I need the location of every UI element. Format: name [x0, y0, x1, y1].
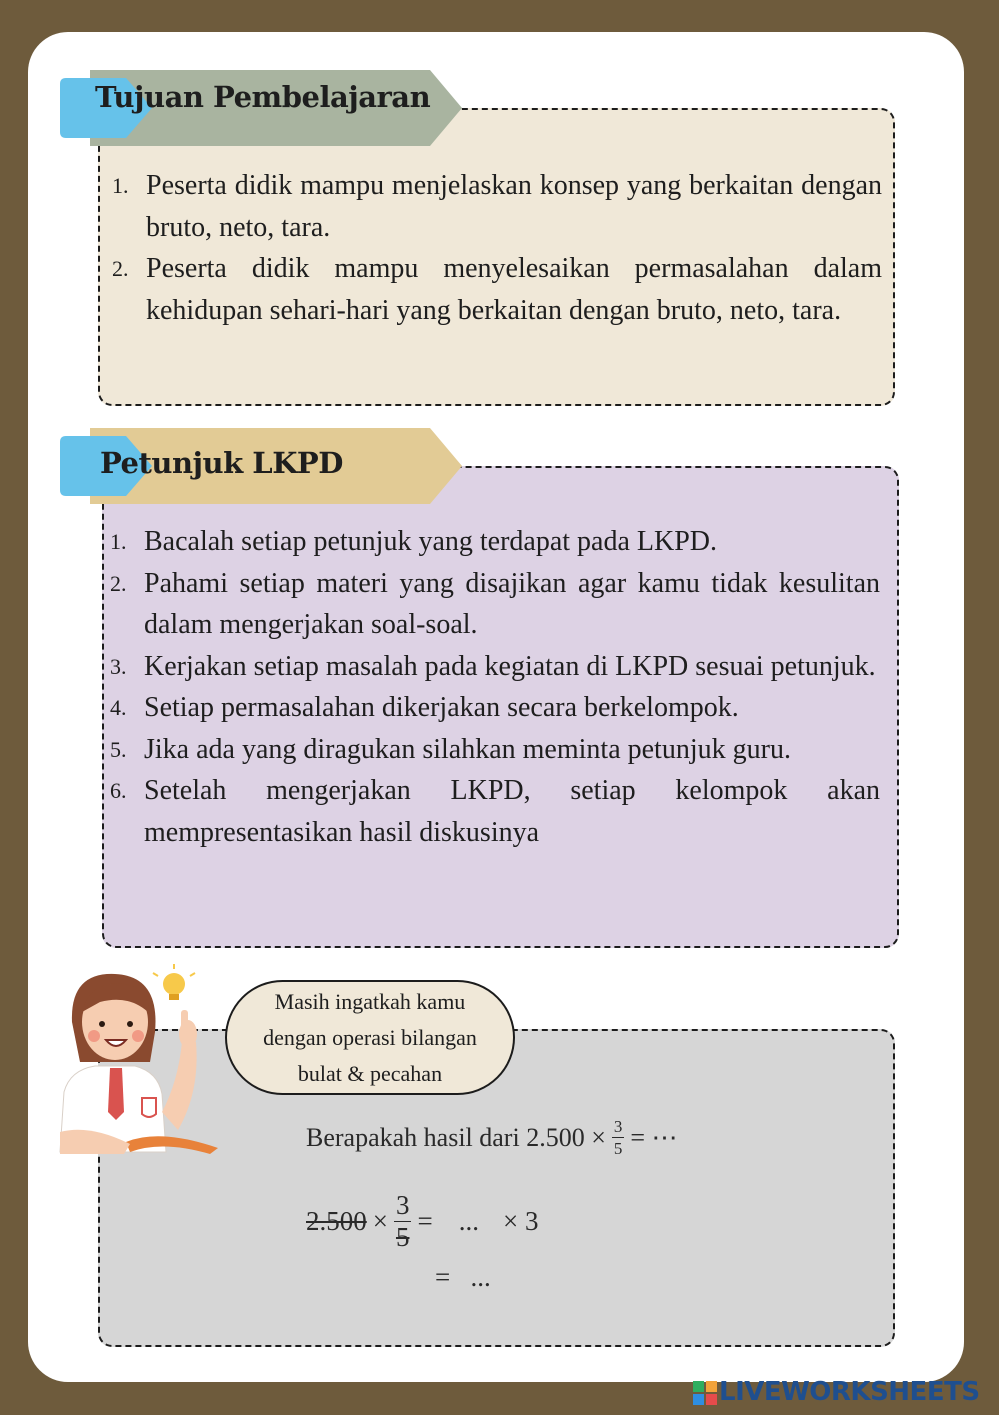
- list-item: 2. Pahami setiap materi yang disajikan agar kamu tidak kesulitan dalam mengerjakan soal-soal.: [110, 567, 880, 640]
- learning-objectives-list: [112, 165, 882, 331]
- learning-objectives-title: Tujuan Pembelajaran: [95, 80, 431, 114]
- list-item: 5. Jika ada yang diragukan silahkan meminta petunjuk guru.: [110, 733, 791, 765]
- question-text: Berapakah hasil dari 2.500 × $\frac{3}{5}$ = ⋯: [306, 1117, 678, 1158]
- answer-blank[interactable]: ...: [458, 1206, 479, 1236]
- list-item: 1. Peserta didik mampu menjelaskan konsep yang berkaitan dengan bruto, neto, tara.: [112, 170, 882, 243]
- list-item: 2. Peserta didik mampu menyelesaikan permasalahan dalam kehidupan sehari-hari yang berkaitan dengan bruto, neto, tara.: [112, 253, 882, 326]
- lightbulb-icon: [153, 964, 195, 1000]
- reminder-speech-bubble: Masih ingatkah kamu dengan operasi bilangan bulat & pecahan: [225, 980, 515, 1095]
- instructions-title: Petunjuk LKPD: [100, 446, 343, 480]
- working-fraction: $\frac{3}{5}$: [395, 1190, 410, 1252]
- list-item: 3. Kerjakan setiap masalah pada kegiatan di LKPD sesuai petunjuk.: [110, 650, 876, 682]
- instructions-list: [110, 521, 880, 853]
- student-illustration: [50, 962, 230, 1162]
- working-step-1: 2.500 × $\frac{3}{5}$ = ... × 3: [306, 1190, 539, 1252]
- liveworksheets-logo-icon: [693, 1381, 717, 1405]
- list-item: 1. Bacalah setiap petunjuk yang terdapat pada LKPD.: [110, 526, 718, 557]
- list-item: 6. Setelah mengerjakan LKPD, setiap kelompok akan mempresentasikan hasil diskusinya: [110, 775, 880, 848]
- question-fraction: $\frac{3}{5}$: [613, 1117, 623, 1158]
- list-item: 4. Setiap permasalahan dikerjakan secara berkelompok.: [110, 692, 739, 723]
- liveworksheets-logo: LIVEWORKSHEETS: [693, 1377, 980, 1407]
- working-step-2[interactable]: = ...: [435, 1262, 491, 1292]
